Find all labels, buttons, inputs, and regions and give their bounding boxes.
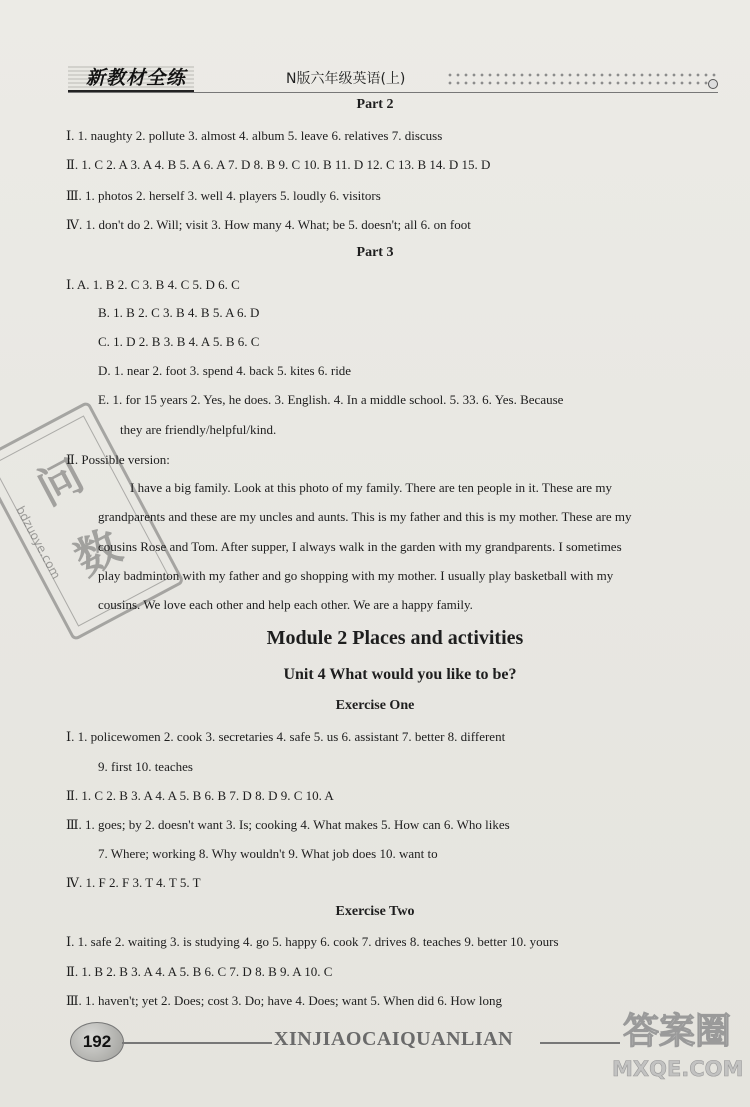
- watermark: [612, 1010, 742, 1100]
- answer-line: B. 1. B 2. C 3. B 4. B 5. A 6. D: [98, 305, 260, 320]
- answer-line: they are friendly/helpful/kind.: [120, 422, 277, 437]
- answer-line: Ⅲ. 1. goes; by 2. doesn't want 3. Is; cooking 4. What makes 5. How can 6. Who likes: [66, 817, 510, 832]
- answer-line: Ⅲ. 1. photos 2. herself 3. well 4. players 5. loudly 6. visitors: [66, 188, 381, 203]
- essay-line: cousins Rose and Tom. After supper, I always walk in the garden with my grandparents. I sometimes: [98, 539, 622, 554]
- essay-line: grandparents and these are my uncles and aunts. This is my father and this is my mother. These are my: [98, 509, 632, 524]
- unit-title: Unit 4 What would you like to be?: [283, 666, 517, 683]
- section-heading: Exercise Two: [335, 904, 415, 919]
- answer-line: D. 1. near 2. foot 3. spend 4. back 5. kites 6. ride: [98, 363, 352, 378]
- answer-line: Ⅱ. 1. B 2. B 3. A 4. A 5. B 6. C 7. D 8. B 9. A 10. C: [66, 964, 333, 979]
- book-edition: N版六年级英语(上): [286, 71, 406, 87]
- footer-rule-right: [540, 1042, 620, 1044]
- stamp-site: bdzuoye.com: [13, 503, 64, 582]
- answer-line: Ⅰ. 1. naughty 2. pollute 3. almost 4. album 5. leave 6. relatives 7. discuss: [66, 128, 443, 143]
- watermark-url: MXQE.COM: [612, 1057, 744, 1081]
- essay-line: I have a big family. Look at this photo of my family. There are ten people in it. These are my: [130, 480, 612, 495]
- footer-brand: XINJIAOCAIQUANLIAN: [274, 1028, 514, 1050]
- answer-line: Ⅳ. 1. F 2. F 3. T 4. T 5. T: [66, 875, 201, 890]
- answer-line: Ⅰ. A. 1. B 2. C 3. B 4. C 5. D 6. C: [66, 277, 240, 292]
- answer-line: Ⅲ. 1. haven't; yet 2. Does; cost 3. Do; have 4. Does; want 5. When did 6. How long: [66, 993, 502, 1008]
- footer-rule-left: [122, 1042, 272, 1044]
- section-heading: Part 3: [356, 245, 394, 260]
- section-heading: Exercise One: [335, 698, 415, 713]
- book-brand: 新教材全练: [68, 66, 194, 92]
- answer-line: Ⅱ. 1. C 2. A 3. A 4. B 5. A 6. A 7. D 8. B 9. C 10. B 11. D 12. C 13. B 14. D 15. D: [66, 157, 491, 172]
- section-heading: Part 2: [356, 97, 394, 112]
- answer-line: Ⅳ. 1. don't do 2. Will; visit 3. How many 4. What; be 5. doesn't; all 6. on foot: [66, 217, 471, 232]
- answer-line: Ⅱ. 1. C 2. B 3. A 4. A 5. B 6. B 7. D 8. D 9. C 10. A: [66, 788, 334, 803]
- answer-line: Ⅰ. 1. policewomen 2. cook 3. secretaries 4. safe 5. us 6. assistant 7. better 8. different: [66, 729, 506, 744]
- answer-line: 7. Where; working 8. Why wouldn't 9. What job does 10. want to: [98, 846, 438, 861]
- stamp-glyph-1: 问: [29, 449, 92, 516]
- answer-line: Ⅰ. 1. safe 2. waiting 3. is studying 4. go 5. happy 6. cook 7. drives 8. teaches 9. better 10. yours: [66, 934, 559, 949]
- module-title: Module 2 Places and activities: [266, 627, 524, 649]
- watermark-cn: 答案圈: [622, 1011, 731, 1052]
- essay-line: cousins. We love each other and help each other. We are a happy family.: [98, 597, 473, 612]
- stamp-glyph-2: 数: [66, 520, 130, 587]
- answer-line: 9. first 10. teaches: [98, 759, 193, 774]
- answer-line: Ⅱ. Possible version:: [66, 452, 170, 467]
- answer-line: C. 1. D 2. B 3. B 4. A 5. B 6. C: [98, 334, 260, 349]
- essay-line: play badminton with my father and go shopping with my mother. I usually play basketball with my: [98, 568, 614, 583]
- page-number: 192: [70, 1022, 124, 1062]
- answer-line: E. 1. for 15 years 2. Yes, he does. 3. English. 4. In a middle school. 5. 33. 6. Yes. Because: [98, 392, 564, 407]
